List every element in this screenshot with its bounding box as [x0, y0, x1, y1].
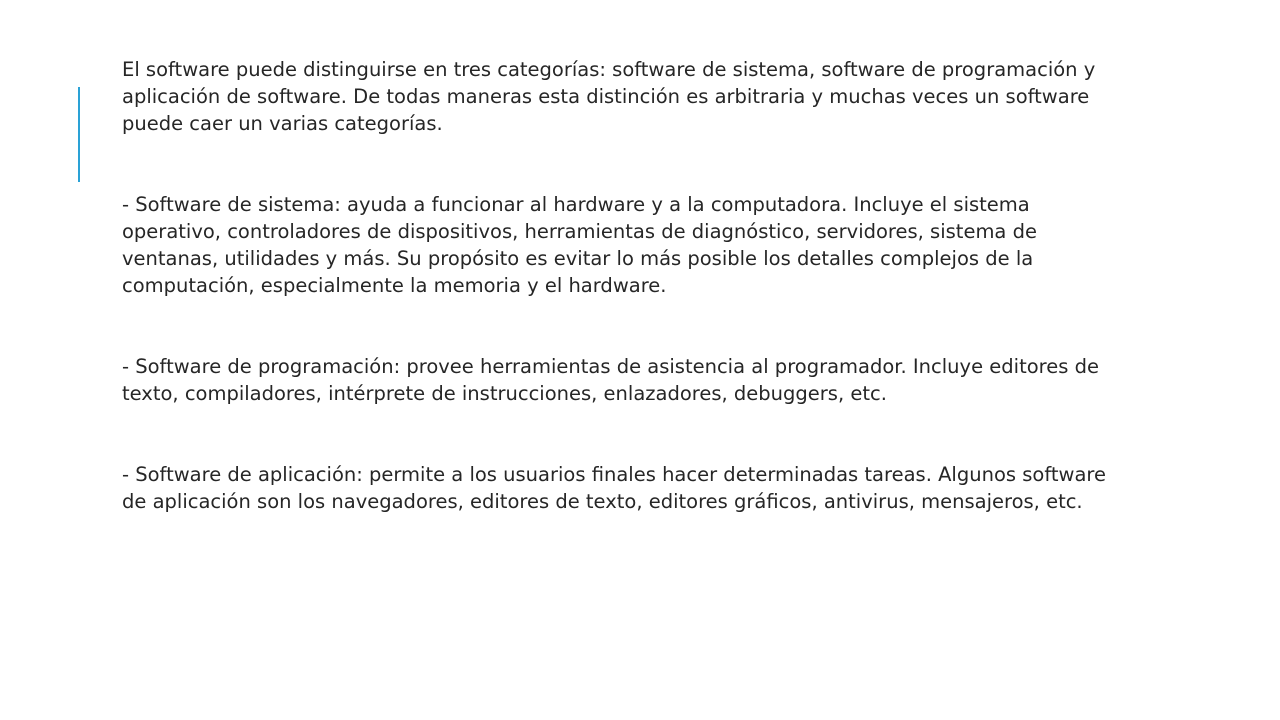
system-software-paragraph: - Software de sistema: ayuda a funcionar al hardware y a la computadora. Incluye el sistema operativo, controladores de dispositivos, herramientas de diagnóstico, servidores, sistema de ventanas, utilidades y más. Su propósito es evitar lo más posible los detalles complejos de la computación, especialmente la memoria y el hardware. — [122, 193, 1037, 297]
slide-body — [122, 56, 1122, 515]
application-software-paragraph: - Software de aplicación: permite a los usuarios finales hacer determinadas tareas. Algunos software de aplicación son los navegadores, editores de texto, editores gráficos, antivirus, mensajeros, etc. — [122, 463, 1106, 513]
programming-software-paragraph: - Software de programación: provee herramientas de asistencia al programador. Incluye editores de texto, compiladores, intérprete de instrucciones, enlazadores, debuggers, etc. — [122, 355, 1099, 405]
accent-bar — [78, 87, 80, 182]
intro-paragraph: El software puede distinguirse en tres categorías: software de sistema, software de programación y aplicación de software. De todas maneras esta distinción es arbitraria y muchas veces un software puede caer un varias categorías. — [122, 58, 1096, 135]
